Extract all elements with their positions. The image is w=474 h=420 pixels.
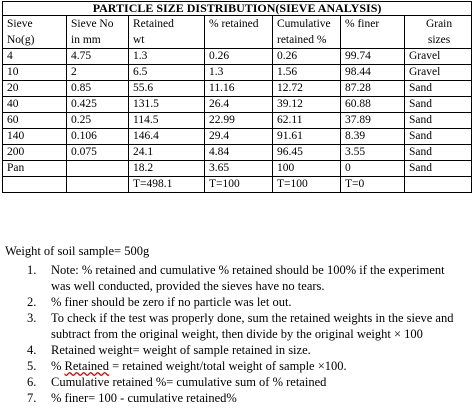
table-cell: 22.99 [205, 113, 273, 129]
table-cell: 0.26 [205, 49, 273, 65]
note-number: 1. [27, 263, 37, 277]
table-cell [405, 177, 472, 193]
table-row [3, 65, 472, 81]
table-cell: 0.106 [67, 129, 129, 145]
note-text [51, 343, 311, 357]
table-cell: 3.55 [341, 145, 405, 161]
table-cell: T=100 [205, 177, 273, 193]
note-prefix: % [51, 359, 65, 373]
table-cell: 0 [341, 161, 405, 177]
note-text [51, 375, 326, 389]
note-number: 7. [27, 391, 37, 405]
header-sieve-no: Sieve No(g) [3, 16, 67, 49]
table-row [3, 129, 472, 145]
table-cell [67, 177, 129, 193]
note-body: Cumulative retained %= cumulative sum of % retained [51, 375, 327, 389]
note-body: = retained weight/total weight of sample ×100. [108, 359, 347, 373]
note-text [51, 359, 347, 373]
table-cell: 8.39 [341, 129, 405, 145]
table-cell: Sand [405, 81, 472, 97]
table-row [3, 177, 472, 193]
note-text [51, 263, 445, 293]
table-cell: 114.5 [129, 113, 205, 129]
soil-sample-weight: Weight of soil sample= 500g [5, 244, 150, 258]
note-body: Note: % retained and cumulative % retained should be 100% if the experiment was well conducted, provided the sieves have no tears. [51, 263, 445, 293]
note-number: 5. [27, 359, 37, 373]
table-cell: 18.2 [129, 161, 205, 177]
table-cell: 55.6 [129, 81, 205, 97]
table-header-row [3, 16, 472, 49]
table-cell: Gravel [405, 65, 472, 81]
table-cell [3, 177, 67, 193]
header-pct-retained: % retained [205, 16, 273, 49]
table-cell: 0.85 [67, 81, 129, 97]
note-body: % finer= 100 - cumulative retained% [51, 391, 237, 405]
table-cell: Sand [405, 129, 472, 145]
table-cell: 0.075 [67, 145, 129, 161]
table-cell: Sand [405, 113, 472, 129]
table-cell: 11.16 [205, 81, 273, 97]
header-pct-finer: % finer [341, 16, 405, 49]
header-grain-sizes: Grain sizes [405, 16, 472, 49]
header-retained-wt: Retained wt [129, 16, 205, 49]
table-cell: 4 [3, 49, 67, 65]
table-cell: 60.88 [341, 97, 405, 113]
table-cell: 87.28 [341, 81, 405, 97]
table-cell: T=498.1 [129, 177, 205, 193]
table-cell: 0.25 [67, 113, 129, 129]
table-cell: Sand [405, 161, 472, 177]
table-cell: 98.44 [341, 65, 405, 81]
table-row [3, 161, 472, 177]
note-item [27, 342, 467, 358]
table-cell: T=100 [273, 177, 341, 193]
table-body [3, 49, 472, 193]
table-cell: Sand [405, 145, 472, 161]
table-cell: 20 [3, 81, 67, 97]
table-cell: 4.75 [67, 49, 129, 65]
table-cell: 0.26 [273, 49, 341, 65]
table-cell: 2 [67, 65, 129, 81]
table-title: PARTICLE SIZE DISTRIBUTION(SIEVE ANALYSIS) [3, 2, 472, 16]
table-cell: 99.74 [341, 49, 405, 65]
table-cell: 39.12 [273, 97, 341, 113]
table-cell: T=0 [341, 177, 405, 193]
table-cell: 60 [3, 113, 67, 129]
note-underlined-word: Retained [64, 359, 109, 373]
table-cell: 96.45 [273, 145, 341, 161]
table-row [3, 113, 472, 129]
note-body: Retained weight= weight of sample retained in size. [51, 343, 311, 357]
note-number: 6. [27, 375, 37, 389]
notes-list [27, 262, 467, 406]
header-cumulative: Cumulative retained % [273, 16, 341, 49]
table-cell: 140 [3, 129, 67, 145]
table-cell: 91.61 [273, 129, 341, 145]
note-number: 3. [27, 311, 37, 325]
table-cell: Gravel [405, 49, 472, 65]
table-cell: 26.4 [205, 97, 273, 113]
table-cell: 1.56 [273, 65, 341, 81]
note-item [27, 310, 467, 342]
table-cell: Sand [405, 97, 472, 113]
table-row [3, 145, 472, 161]
table-cell: 1.3 [205, 65, 273, 81]
table-cell: 4.84 [205, 145, 273, 161]
table-cell: Pan [3, 161, 67, 177]
table-cell [67, 161, 129, 177]
note-item [27, 262, 467, 294]
note-text [51, 391, 237, 405]
table-cell: 200 [3, 145, 67, 161]
note-item [27, 358, 467, 374]
note-text [51, 295, 292, 309]
table-cell: 24.1 [129, 145, 205, 161]
table-cell: 62.11 [273, 113, 341, 129]
note-body: % finer should be zero if no particle was let out. [51, 295, 292, 309]
table-cell: 29.4 [205, 129, 273, 145]
note-item [27, 390, 467, 406]
table-cell: 146.4 [129, 129, 205, 145]
table-cell: 3.65 [205, 161, 273, 177]
note-item [27, 294, 467, 310]
note-number: 4. [27, 343, 37, 357]
table-cell: 6.5 [129, 65, 205, 81]
table-cell: 40 [3, 97, 67, 113]
header-sieve-mm: Sieve No in mm [67, 16, 129, 49]
sieve-analysis-table [2, 1, 472, 193]
table-cell: 37.89 [341, 113, 405, 129]
note-number: 2. [27, 295, 37, 309]
table-row [3, 81, 472, 97]
table-cell: 1.3 [129, 49, 205, 65]
table-row [3, 97, 472, 113]
table-cell: 0.425 [67, 97, 129, 113]
table-cell: 131.5 [129, 97, 205, 113]
table-cell: 12.72 [273, 81, 341, 97]
note-text [51, 311, 453, 341]
table-row [3, 49, 472, 65]
note-body: To check if the test was properly done, sum the retained weights in the sieve and subtract from the original weight, then divide by the original weight × 100 [51, 311, 454, 341]
table-cell: 100 [273, 161, 341, 177]
note-item [27, 374, 467, 390]
table-cell: 10 [3, 65, 67, 81]
